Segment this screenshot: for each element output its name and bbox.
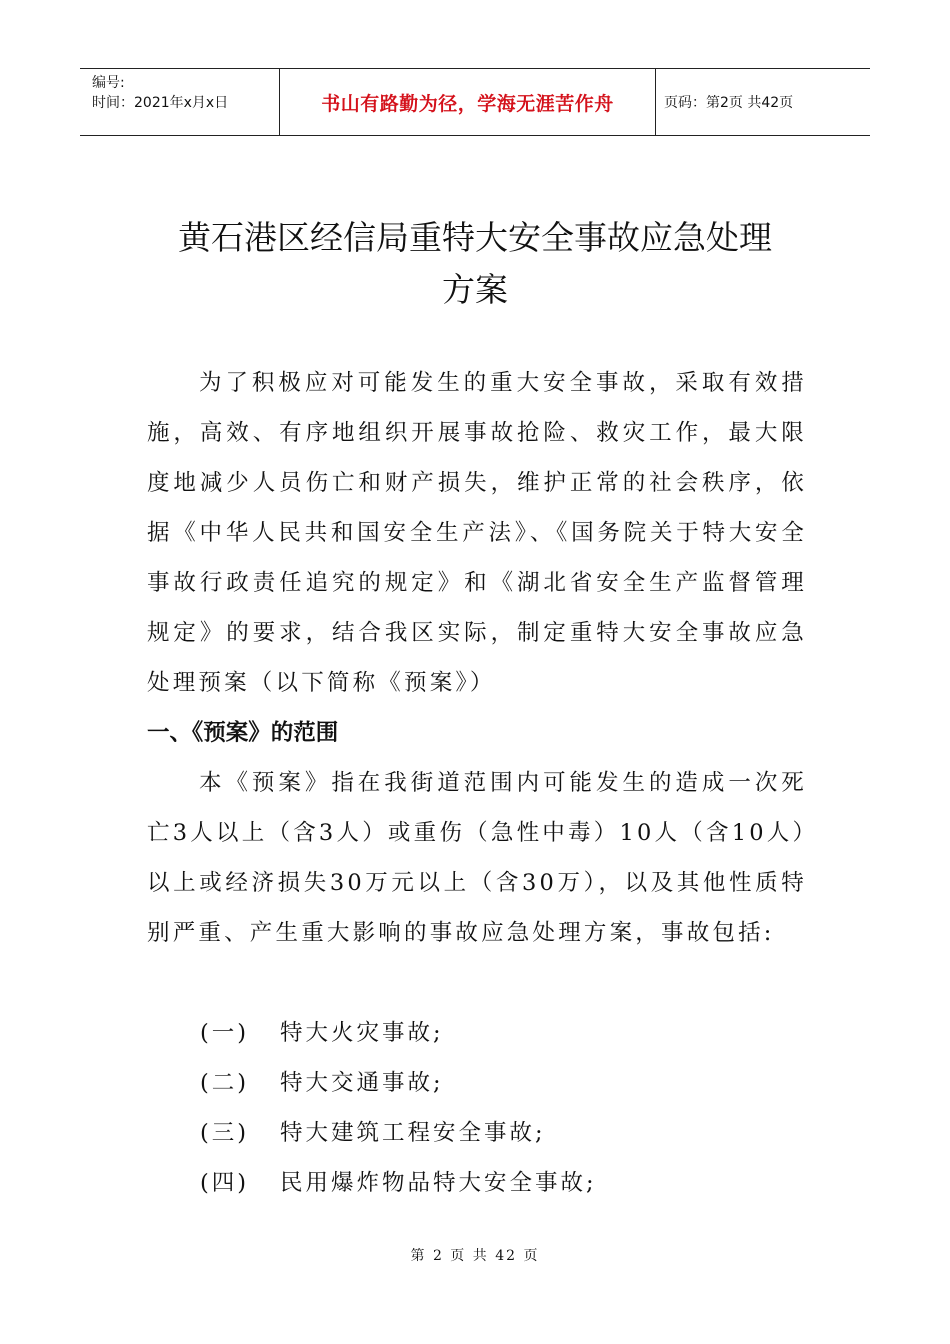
- list-item-number: (一): [200, 1020, 250, 1046]
- header-meta: [80, 69, 280, 135]
- header-page-info: 页码：第2页 共42页: [664, 95, 794, 111]
- list-item: [200, 1006, 597, 1056]
- section-1-heading: 一、《预案》的范围: [147, 720, 339, 746]
- list-item-text: 特大建筑工程安全事故;: [280, 1120, 546, 1146]
- list-item-number: (二): [200, 1070, 250, 1096]
- list-item: [200, 1106, 597, 1156]
- accident-type-list: [200, 1006, 597, 1206]
- document-time-label: 时间：2021年x月x日: [92, 95, 229, 111]
- title-line-1: 黄石港区经信局重特大安全事故应急处理: [178, 218, 772, 257]
- title-line-2: 方案: [442, 270, 508, 309]
- page-footer: 第 2 页 共 42 页: [410, 1248, 540, 1264]
- list-item: [200, 1056, 597, 1106]
- intro-paragraph: 为了积极应对可能发生的重大安全事故，采取有效措施，高效、有序地组织开展事故抢险、救灾工作，最大限度地减少人员伤亡和财产损失，维护正常的社会秩序，依据《中华人民共和国安全生产法》、《国务院关于特大安全事故行政责任追究的规定》和《湖北省安全生产监督管理规定》的要求，结合我区实际，制定重特大安全事故应急处理预案（以下简称《预案》）: [147, 370, 807, 696]
- list-item-text: 特大交通事故;: [280, 1070, 444, 1096]
- list-item-number: (四): [200, 1170, 250, 1196]
- list-item: [200, 1156, 597, 1206]
- list-item-number: (三): [200, 1120, 250, 1146]
- list-item-text: 特大火灾事故;: [280, 1020, 444, 1046]
- document-title: [100, 212, 850, 316]
- document-number-label: 编号:: [92, 75, 125, 91]
- section-1-paragraph: 本《预案》指在我街道范围内可能发生的造成一次死亡3人以上（含3人）或重伤（急性中毒）10人（含10人）以上或经济损失30万元以上（含30万），以及其他性质特别严重、产生重大影响的事故应急处理方案，事故包括:: [147, 770, 807, 946]
- page-header: [80, 68, 870, 136]
- list-item-text: 民用爆炸物品特大安全事故;: [280, 1170, 597, 1196]
- header-motto: 书山有路勤为径，学海无涯苦作舟: [280, 69, 656, 135]
